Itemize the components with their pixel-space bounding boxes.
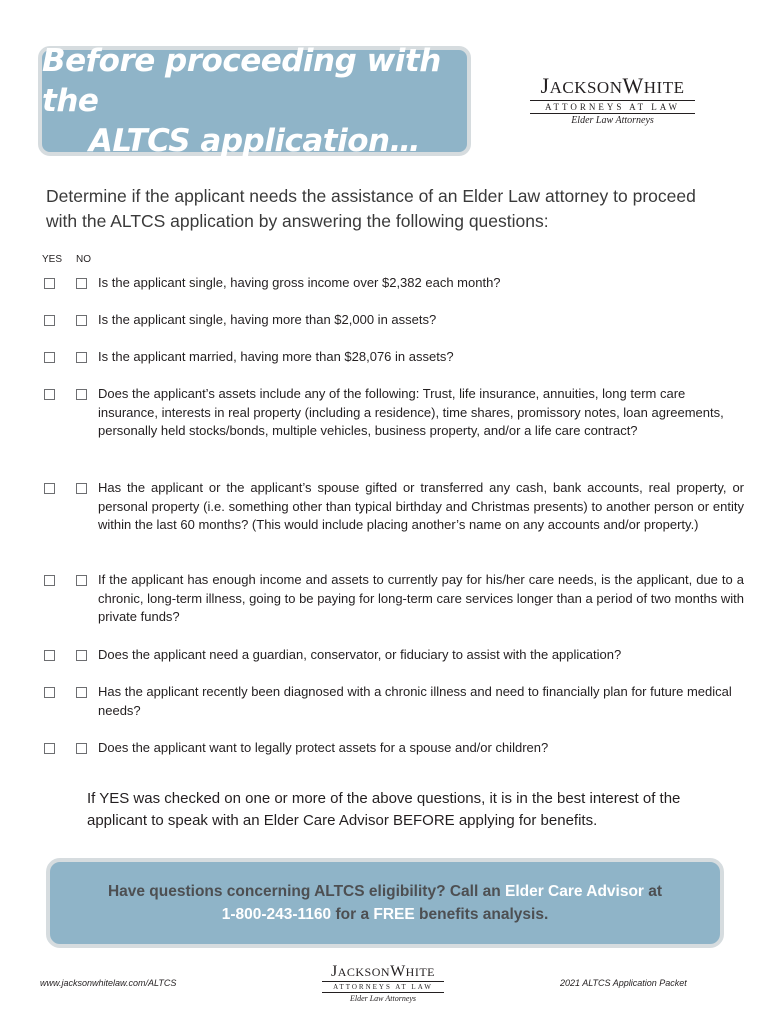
question-text: If the applicant has enough income and assets to currently pay for his/her care needs, is the applicant, due to a chronic, long-term illness, going to be paying for long-term care services longer than a period of two months with private funds? [98,572,744,624]
no-checkbox[interactable] [76,650,87,661]
question-text: Is the applicant single, having more than $2,000 in assets? [98,312,437,327]
no-checkbox[interactable] [76,687,87,698]
advisory-note: If YES was checked on one or more of the above questions, it is in the best interest of the applicant to speak with an Elder Care Advisor BEFORE applying for benefits. [87,790,681,829]
footer-logo [322,963,444,1004]
yes-checkbox[interactable] [44,483,55,494]
footer-url[interactable]: www.jacksonwhitelaw.com/ALTCS [40,978,177,988]
footer-packet-label: 2021 ALTCS Application Packet [560,978,687,988]
no-checkbox[interactable] [76,743,87,754]
firm-logo [530,74,695,128]
yes-column-header: YES [42,254,63,265]
cta-line2: 1-800-243-1160 for a FREE benefits analysis. [221,906,549,923]
header-banner [38,43,471,159]
yes-checkbox[interactable] [44,352,55,363]
header-title-line2: ALTCS application… [88,123,421,159]
no-checkbox[interactable] [76,352,87,363]
no-checkbox[interactable] [76,278,87,289]
question-text: Does the applicant need a guardian, conservator, or fiduciary to assist with the application? [98,647,622,662]
yes-checkbox[interactable] [44,278,55,289]
footer-firm-name: JACKSONWHITE [330,963,435,980]
question-3 [44,348,744,367]
intro-text: Determine if the applicant needs the assistance of an Elder Law attorney to proceed with the ALTCS application by answering the following questions: [46,186,696,231]
no-column-header: NO [76,254,91,265]
question-text: Does the applicant want to legally protect assets for a spouse and/or children? [98,740,549,755]
cta-line1: Have questions concerning ALTCS eligibility? Call an Elder Care Advisor at [107,883,663,900]
no-checkbox[interactable] [76,575,87,586]
firm-subtitle: ATTORNEYS AT LAW [545,102,680,112]
question-2 [44,311,744,330]
cta-phone[interactable]: 1-800-243-1160 [221,906,332,923]
yes-checkbox[interactable] [44,575,55,586]
question-7 [44,646,744,665]
cta-banner [46,858,724,948]
footer-firm-tagline: Elder Law Attorneys [349,994,417,1003]
no-checkbox[interactable] [76,315,87,326]
question-text: Is the applicant single, having gross income over $2,382 each month? [98,275,501,290]
yes-checkbox[interactable] [44,389,55,400]
question-8 [44,683,744,720]
yes-checkbox[interactable] [44,650,55,661]
no-checkbox[interactable] [76,389,87,400]
cta-free-highlight: FREE [373,906,415,923]
question-1 [44,274,744,293]
yes-checkbox[interactable] [44,743,55,754]
firm-name: JACKSONWHITE [540,73,685,98]
footer-firm-subtitle: ATTORNEYS AT LAW [333,983,433,991]
question-text: Is the applicant married, having more than $28,076 in assets? [98,349,454,364]
no-checkbox[interactable] [76,483,87,494]
yes-checkbox[interactable] [44,687,55,698]
question-6 [44,571,744,627]
yes-checkbox[interactable] [44,315,55,326]
firm-tagline: Elder Law Attorneys [571,115,654,126]
question-text: Has the applicant recently been diagnosed with a chronic illness and need to financially plan for future medical needs? [98,684,732,718]
question-9 [44,739,744,758]
header-title-line1: Before proceeding with the [42,43,441,119]
question-4 [44,385,744,441]
cta-advisor-highlight: Elder Care Advisor [504,883,644,900]
question-text: Has the applicant or the applicant’s spouse gifted or transferred any cash, bank accounts, real property, or personal property (i.e. something other than typical birthday and Christmas presents) to another person or entity within the last 60 months? (This would include placing another’s name on any accounts and/or property.) [98,480,744,532]
question-5 [44,479,744,535]
question-text: Does the applicant’s assets include any of the following: Trust, life insurance, annuities, long term care insurance, interests in real property (including a residence), time shares, promissory notes, loan agreements, personally held stocks/bonds, multiple vehicles, business property, and/or a life care contract? [98,386,724,438]
